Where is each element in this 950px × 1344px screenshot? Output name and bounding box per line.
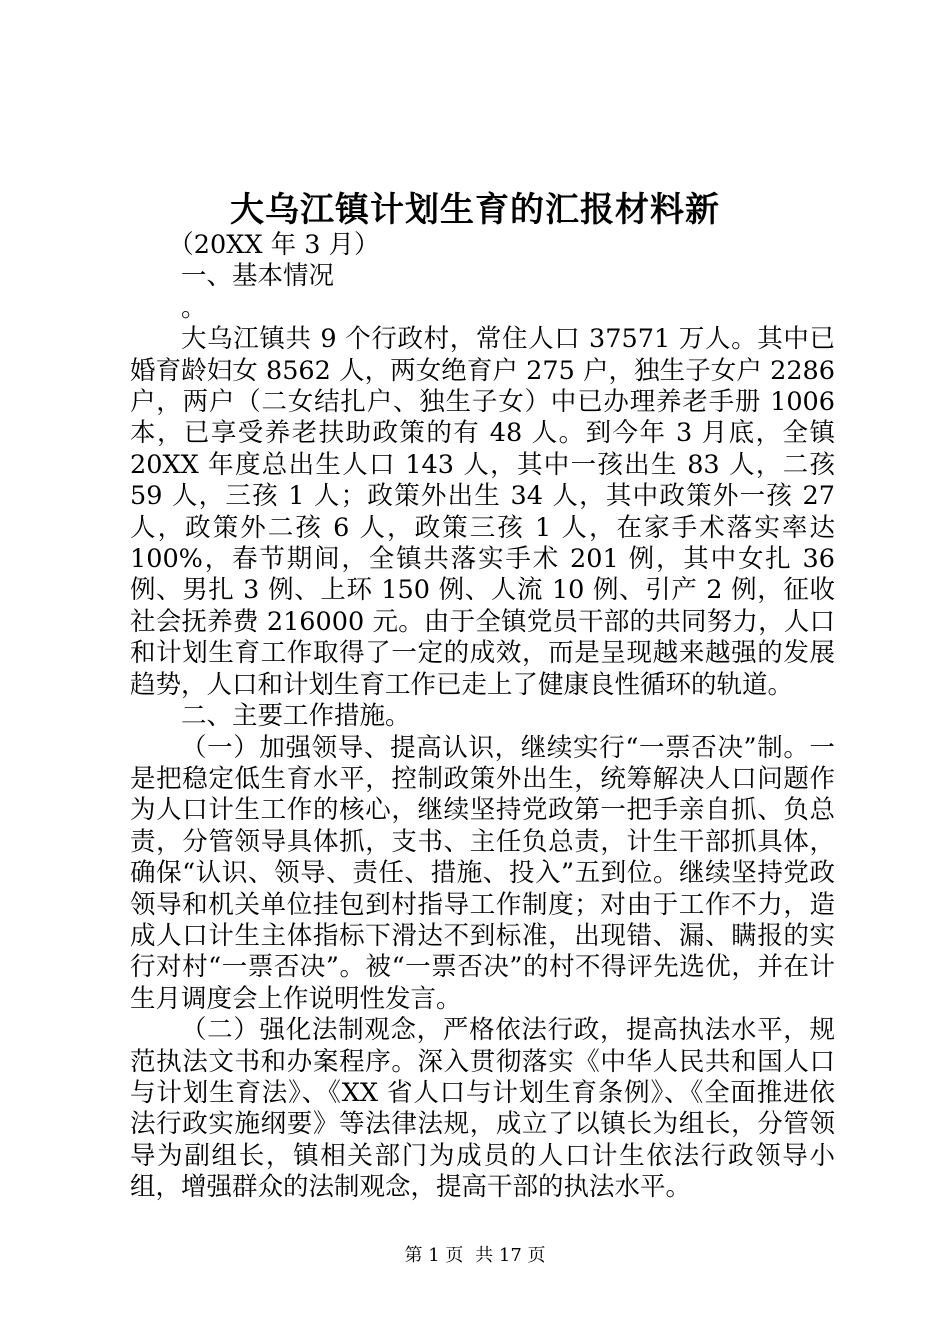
stray-mark: 。 (181, 292, 207, 323)
date-line: （20XX 年 3 月） (168, 230, 380, 260)
page-footer (0, 1244, 950, 1268)
page-number: 第 1 页 (404, 1245, 464, 1266)
page-total: 共 17 页 (475, 1245, 546, 1266)
paragraph-basic-info: 大乌江镇共 9 个行政村，常住人口 37571 万人。其中已婚育龄妇女 8562 人，两女绝育户 275 户，独生子女户 2286 户，两户（二女结扎户、独生子女）中已办理养老手册 1006 本，已享受养老扶助政策的有 48 人。到今年 3 月底，全镇 20XX 年度总出生人口 143 人，其中一孩出生 83 人，二孩 59 人，三孩 1 人；政策外出生 34 人，其中政策外一孩 27 人，政策外二孩 6 人，政策三孩 1 人，在家手术落实率达 100%，春节期间，全镇共落实手术 201 例，其中女扎 36 例、男扎 3 例、上环 150 例、人流 10 例、引产 2 例，征收社会抚养费 216000 元。由于全镇党员干部的共同努力，人口和计划生育工作取得了一定的成效，而是呈现越来越强的发展趋势，人口和计划生育工作已走上了健康良性循环的轨道。 (130, 324, 835, 700)
section-heading-basic: 一、基本情况 (181, 261, 335, 292)
section-heading-measures: 二、主要工作措施。 (181, 701, 411, 732)
paragraph-measure-1: （一）加强领导、提高认识，继续实行“一票否决”制。一是把稳定低生育水平，控制政策外出生，统筹解决人口问题作为人口计生工作的核心，继续坚持党政第一把手亲自抓、负总责，分管领导具体抓，支书、主任负总责，计生干部抓具体，确保“认识、领导、责任、措施、投入”五到位。继续坚持党政领导和机关单位挂包到村指导工作制度；对由于工作不力，造成人口计生主体指标下滑达不到标准，出现错、漏、瞒报的实行对村“一票否决”。被“一票否决”的村不得评先选优，并在计生月调度会上作说明性发言。 (130, 732, 835, 1014)
document-title: 大乌江镇计划生育的汇报材料新 (230, 190, 720, 230)
paragraph-measure-2: （二）强化法制观念，严格依法行政，提高执法水平，规范执法文书和办案程序。深入贯彻落实《中华人民共和国人口与计划生育法》、《XX 省人口与计划生育条例》、《全面推进依法行政实施纲要》等法律法规，成立了以镇长为组长，分管领导为副组长，镇相关部门为成员的人口计生依法行政领导小组，增强群众的法制观念，提高干部的执法水平。 (130, 1015, 835, 1203)
document-body (130, 230, 835, 1204)
